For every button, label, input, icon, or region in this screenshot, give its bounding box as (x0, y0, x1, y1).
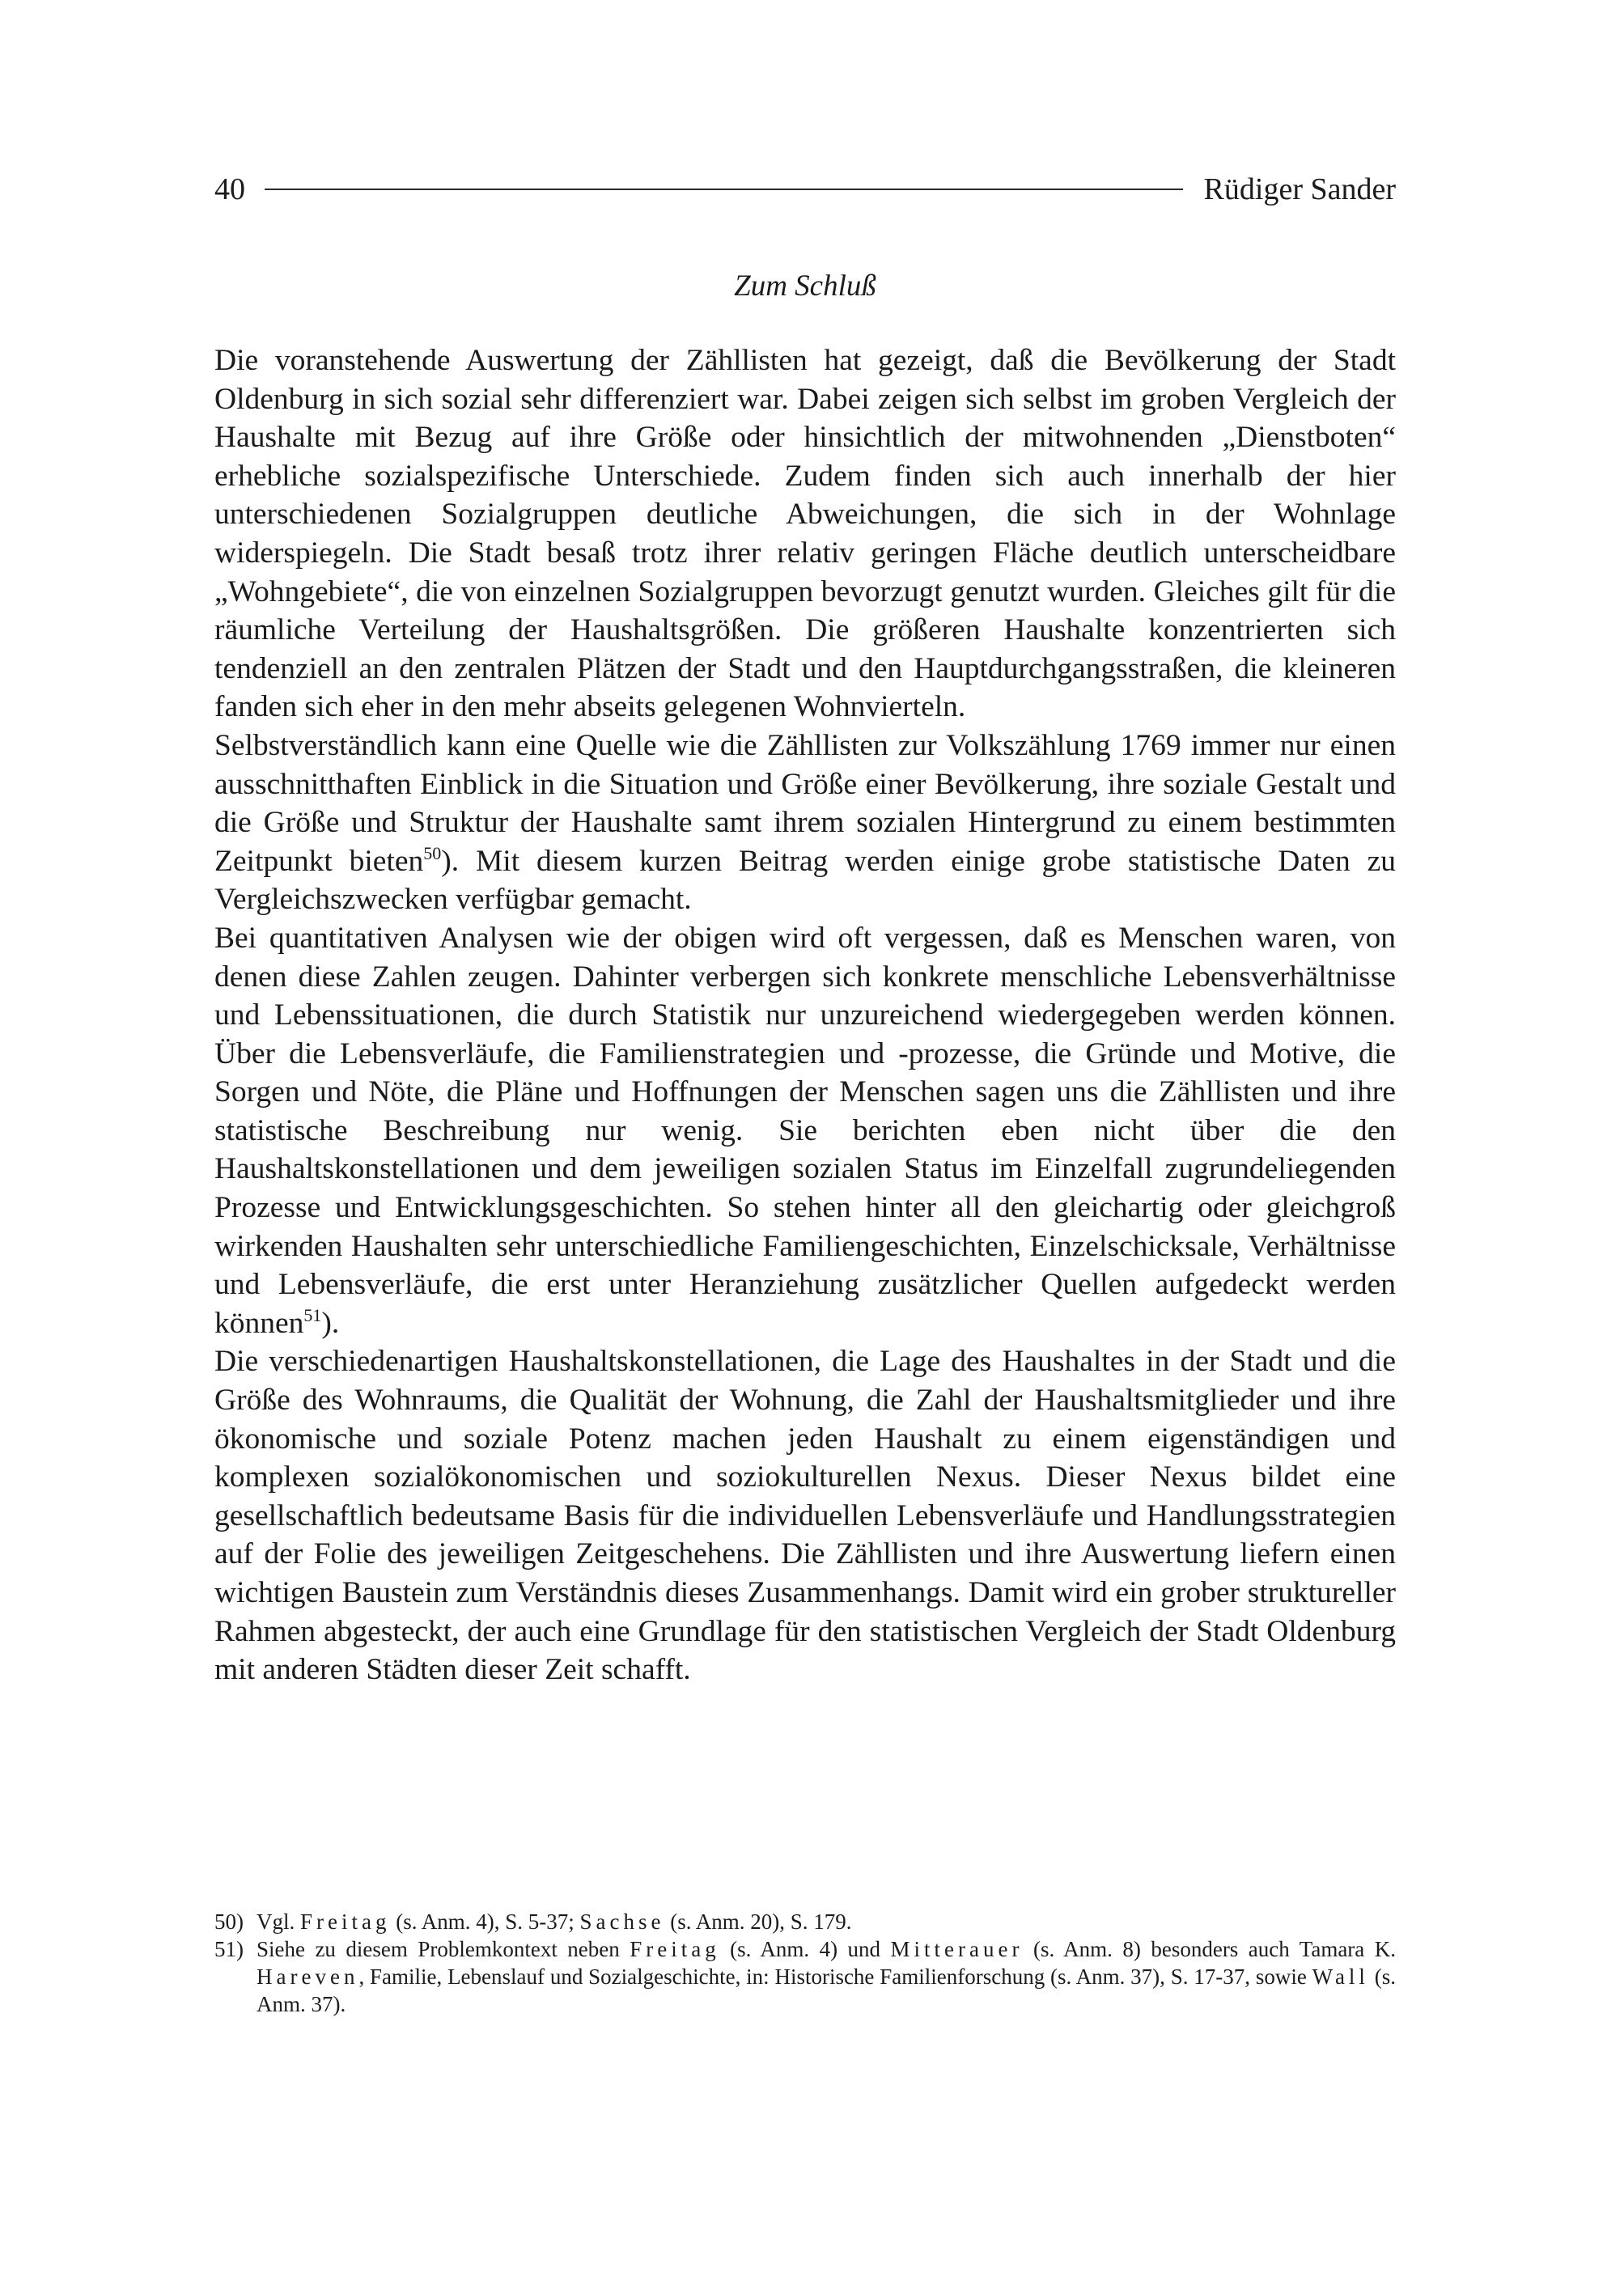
footnote-text-part: , Familie, Lebenslauf und Sozialgeschichte, in: Historische Familienforschung (s. Anm. 37), S. 17-37, sowie (358, 1965, 1312, 1989)
footnote-text-part: (s. Anm. 37). (257, 1965, 1396, 2016)
author-name: Hareven (257, 1965, 359, 1989)
page-number: 40 (214, 172, 245, 206)
paragraph-2 (214, 727, 1396, 919)
paragraph-text: Selbstverständlich kann eine Quelle wie die Zähllisten zur Volkszählung 1769 immer nur einen ausschnitthaften Einblick in die Situation und Größe einer Bevölkerung, ihre soziale Gestalt und die Größe und Struktur der Haushalte samt ihrem sozialen Hintergrund zu einem bestimmten Zeitpunkt bieten (214, 728, 1396, 878)
footnote-text-part: Siehe zu diesem Problemkontext neben (257, 1937, 630, 1961)
author-name: Freitag (630, 1937, 720, 1961)
author-name: Mitterauer (890, 1937, 1024, 1961)
author-name: Wall (1312, 1965, 1369, 1989)
footnote-text-part: (s. Anm. 4), S. 5-37; (390, 1909, 580, 1934)
running-head-author: Rüdiger Sander (1203, 172, 1396, 206)
paragraph-4 (214, 1342, 1396, 1689)
footnotes (214, 1908, 1396, 2018)
footnote-text-part: (s. Anm. 4) und (719, 1937, 891, 1961)
footnote-text-part: (s. Anm. 20), S. 179. (664, 1909, 852, 1934)
paragraph-1 (214, 341, 1396, 727)
body-text (214, 341, 1396, 1689)
header-rule (265, 189, 1183, 190)
paragraph-text: ). (321, 1306, 340, 1340)
footnote-reference-50[interactable]: 50 (423, 842, 442, 863)
footnote-51 (214, 1935, 1396, 2018)
author-name: Freitag (300, 1909, 391, 1934)
paragraph-text: ). Mit diesem kurzen Beitrag werden einige grobe statistische Daten zu Vergleichszwecken verfügbar gemacht. (214, 844, 1396, 917)
footnote-number: 51) (214, 1937, 244, 1961)
footnote-text (257, 1908, 1396, 1935)
section-title: Zum Schluß (734, 269, 876, 303)
paragraph-3 (214, 919, 1396, 1343)
footnote-reference-51[interactable]: 51 (303, 1304, 322, 1325)
paragraph-text: Bei quantitativen Analysen wie der obigen wird oft vergessen, daß es Menschen waren, von denen diese Zahlen zeugen. Dahinter verbergen sich konkrete menschliche Lebensverhältnisse und Lebenssituationen, die durch Statistik nur unzureichend wiedergegeben werden können. Über die Lebensverläufe, die Familienstrategien und -prozesse, die Gründe und Motive, die Sorgen und Nöte, die Pläne und Hoffnungen der Menschen sagen uns die Zähllisten und ihre statistische Beschreibung nur wenig. Sie berichten eben nicht über die den Haushaltskonstellationen und dem jeweiligen sozialen Status im Einzelfall zugrundeliegenden Prozesse und Entwicklungsgeschichten. So stehen hinter all den gleichartig oder gleichgroß wirkenden Haushalten sehr unterschiedliche Familiengeschichten, Einzelschicksale, Verhältnisse und Lebensverläufe, die erst unter Heranziehung zusätzlicher Quellen aufgedeckt werden können (214, 921, 1396, 1340)
footnote-number: 50) (214, 1909, 244, 1934)
footnote-50 (214, 1908, 1396, 1935)
paragraph-text: Die voranstehende Auswertung der Zähllisten hat gezeigt, daß die Bevölkerung der Stadt Oldenburg in sich sozial sehr differenziert war. Dabei zeigen sich selbst im groben Vergleich der Haushalte mit Bezug auf ihre Größe oder hinsichtlich der mitwohnenden „Dienstboten“ erhebliche sozialspezifische Unterschiede. Zudem finden sich auch innerhalb der hier unterschiedenen Sozialgruppen deutliche Abweichungen, die sich in der Wohnlage widerspiegeln. Die Stadt besaß trotz ihrer relativ geringen Fläche deutlich unterscheidbare „Wohngebiete“, die von einzelnen Sozialgruppen bevorzugt genutzt wurden. Gleiches gilt für die räumliche Verteilung der Haushaltsgrößen. Die größeren Haushalte konzentrierten sich tendenziell an den zentralen Plätzen der Stadt und den Hauptdurchgangsstraßen, die kleineren fanden sich eher in den mehr abseits gelegenen Wohnvierteln. (214, 344, 1396, 724)
running-head (214, 168, 1396, 210)
author-name: Sachse (579, 1909, 665, 1934)
footnote-text (257, 1935, 1396, 2018)
footnote-text-part: Vgl. (257, 1909, 300, 1934)
paragraph-text: Die verschiedenartigen Haushaltskonstellationen, die Lage des Haushaltes in der Stadt und die Größe des Wohnraums, die Qualität der Wohnung, die Zahl der Haushaltsmitglieder und ihre ökonomische und soziale Potenz machen jeden Haushalt zu einem eigenständigen und komplexen sozialökonomischen und soziokulturellen Nexus. Dieser Nexus bildet eine gesellschaftlich bedeutsame Basis für die individuellen Lebensverläufe und Handlungsstrategien auf der Folie des jeweiligen Zeitgeschehens. Die Zähllisten und ihre Auswertung liefern einen wichtigen Baustein zum Verständnis dieses Zusammenhangs. Damit wird ein grober struktureller Rahmen abgesteckt, der auch eine Grundlage für den statistischen Vergleich der Stadt Oldenburg mit anderen Städten dieser Zeit schafft. (214, 1345, 1396, 1687)
footnote-text-part: (s. Anm. 8) besonders auch Tamara K. (1023, 1937, 1396, 1961)
